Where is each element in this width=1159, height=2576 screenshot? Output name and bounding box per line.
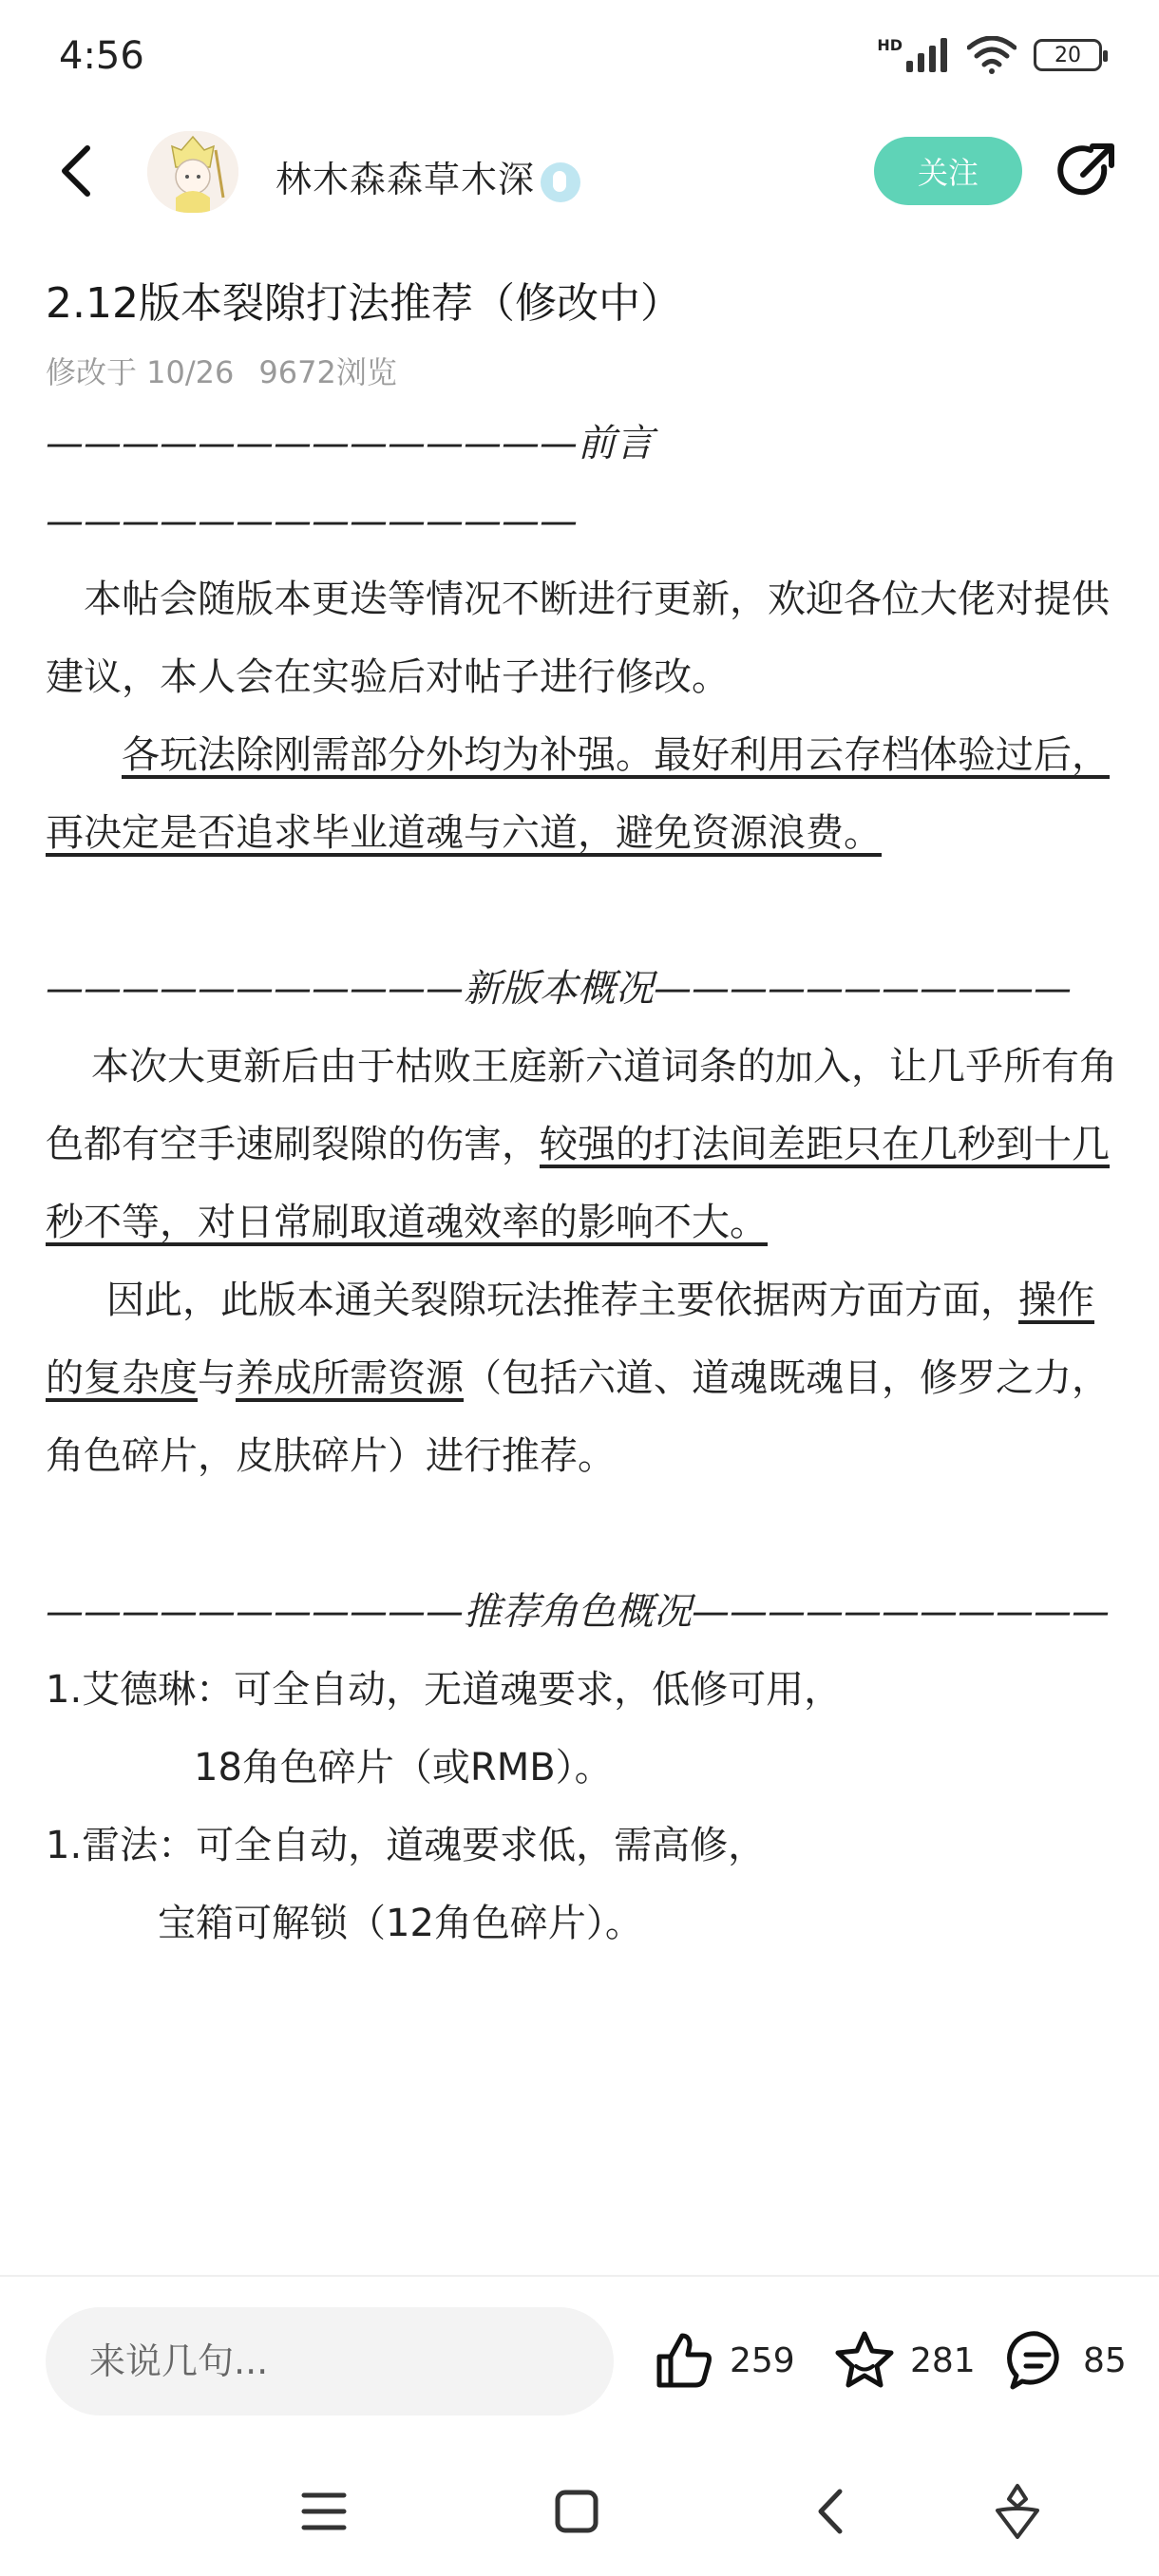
status-bar [0, 0, 1159, 114]
section-new-version: ———————————新版本概况——————————— [46, 967, 1072, 1011]
assistant-icon[interactable] [984, 2478, 1051, 2545]
role-item-1-detail: 18角色碎片（或RMB）。 [194, 1746, 613, 1790]
follow-button[interactable]: 关注 [874, 137, 1022, 205]
star-icon [832, 2328, 897, 2393]
author-name[interactable] [276, 150, 580, 202]
back-arrow-icon[interactable] [49, 141, 106, 201]
network-type: HD [877, 36, 902, 54]
wifi-icon [967, 36, 1016, 74]
comment-button[interactable] [1005, 2328, 1127, 2393]
modified-date: 修改于 10/26 [46, 354, 235, 390]
share-icon[interactable] [1053, 139, 1119, 205]
verified-badge-icon [541, 162, 580, 202]
role-item-2: 1.雷法：可全自动，道魂要求低，需高修， [46, 1824, 767, 1867]
comment-count: 85 [1083, 2340, 1127, 2380]
like-count: 259 [730, 2340, 795, 2380]
section-recommended-roles: ———————————推荐角色概况——————————— [46, 1590, 1110, 1634]
comment-bubble-icon [1005, 2328, 1070, 2393]
bottom-action-bar [0, 2275, 1159, 2446]
battery-icon [1034, 39, 1102, 71]
status-time: 4:56 [59, 34, 144, 78]
back-icon[interactable] [798, 2478, 864, 2545]
paragraph-resources: 各玩法除刚需部分外均为补强。最好利用云存档体验过后，再决定是否追求毕业道魂与六道，避免资源浪费。 [46, 733, 1110, 855]
role-item-1: 1.艾德琳：可全自动，无道魂要求，低修可用， [46, 1668, 843, 1712]
battery-level: 20 [1054, 43, 1081, 67]
role-item-2-detail: 宝箱可解锁（12角色碎片）。 [158, 1902, 643, 1945]
thumbs-up-icon [652, 2328, 716, 2393]
author-name-text[interactable]: 林木森森草木深 [276, 159, 536, 200]
post-meta [46, 353, 1119, 391]
paragraph-intro: 本帖会随版本更迭等情况不断进行更新，欢迎各位大佬对提供建议，本人会在实验后对帖子进行修改。 [46, 578, 1110, 699]
home-icon[interactable] [543, 2478, 610, 2545]
view-count: 9672浏览 [258, 354, 397, 390]
post-title: 2.12版本裂隙打法推荐（修改中） [46, 279, 682, 328]
post-header [0, 114, 1159, 228]
section-preface: ——————————————前言—————————————— [46, 422, 654, 543]
like-button[interactable] [652, 2328, 795, 2393]
paragraph-criteria: 因此，此版本通关裂隙玩法推荐主要依据两方面方面，操作的复杂度与养成所需资源（包括六道、道魂既魂目，修罗之力，角色碎片，皮肤碎片）进行推荐。 [46, 1279, 1110, 1478]
post-body [46, 405, 1119, 1962]
post-content [46, 275, 1119, 1962]
favorite-count: 281 [910, 2340, 976, 2380]
paragraph-update: 本次大更新后由于枯败王庭新六道词条的加入，让几乎所有角色都有空手速刷裂隙的伤害，较强的打法间差距只在几秒到十几秒不等，对日常刷取道魂效率的影响不大。 [46, 1045, 1117, 1244]
menu-icon[interactable] [291, 2478, 357, 2545]
comment-input[interactable] [46, 2307, 614, 2415]
system-nav-bar [0, 2446, 1159, 2576]
signal-icon [877, 38, 950, 72]
author-avatar[interactable] [147, 131, 238, 213]
favorite-button[interactable] [832, 2328, 976, 2393]
status-icons [877, 36, 1102, 74]
